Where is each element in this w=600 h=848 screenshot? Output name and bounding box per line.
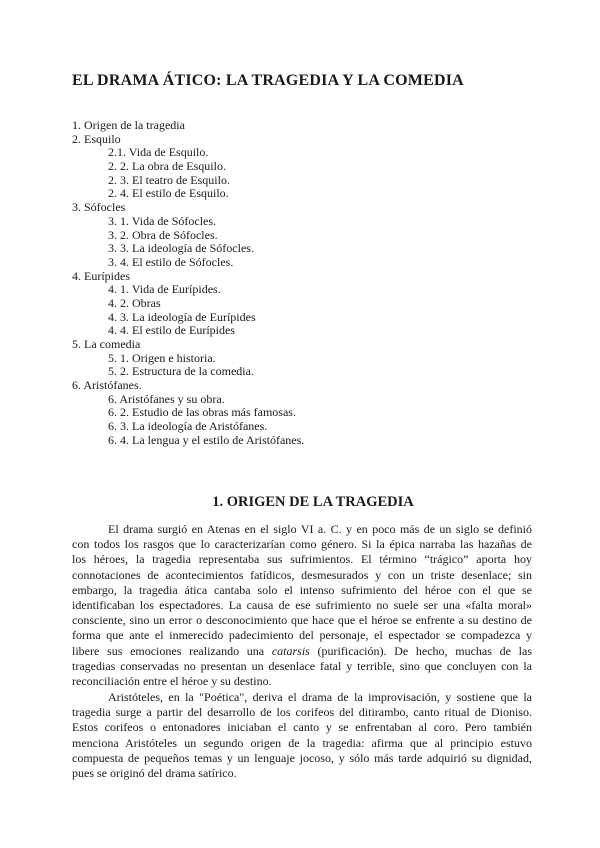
toc-subsection-entry: 4. 2. Obras (108, 295, 161, 310)
toc-subsection-entry: 6. 3. La ideología de Aristófanes. (108, 419, 268, 434)
paragraph-line: menciona Aristóteles un segundo origen de la tragedia: afirma que al principio estuvo (72, 735, 532, 750)
toc-subsection-entry: 5. 1. Origen e historia. (108, 350, 216, 365)
toc-subsection-entry: 3. 4. El estilo de Sófocles. (108, 254, 234, 269)
toc-subsection-entry: 5. 2. Estructura de la comedia. (108, 364, 254, 379)
toc-subsection-entry: 2. 4. El estilo de Esquilo. (108, 186, 229, 201)
toc-section-entry: 4. Eurípides (72, 268, 130, 283)
paragraph-line: libere sus emociones realizando una catarsis (purificación). De hecho, muchas de las (72, 643, 532, 658)
section-heading (0, 494, 600, 511)
toc-subsection-entry: 2. 3. El teatro de Esquilo. (108, 172, 230, 187)
paragraph-line: Aristóteles, en la "Poética", deriva el drama de la improvisación, y sostiene que la (108, 690, 532, 704)
paragraph-line: reconciliación entre el héroe y su destino. (72, 673, 272, 688)
paragraph-1 (72, 522, 532, 689)
paragraph-line: compuesta de pequeños temas y un lenguaje jocoso, y sólo más tarde adquirió su dignidad, (72, 750, 532, 765)
toc-section-entry: 6. Aristófanes. (72, 378, 142, 393)
paragraph-line: tragedia surge a partir del desarrollo de los corifeos del ditirambo, canto ritual de Dioniso. (72, 705, 532, 720)
toc-subsection-entry: 6. 4. La lengua y el estilo de Aristófanes. (108, 432, 305, 447)
toc-section-entry: 2. Esquilo (72, 131, 121, 146)
paragraph-line: consciente, sino un error o desconocimiento que hace que el héroe se enfrente a su destino de (72, 613, 532, 628)
paragraph-line: forma que ante el inmerecido padecimiento del personaje, el espectador se compadezca y (72, 628, 532, 643)
paragraph-2 (72, 690, 532, 781)
paragraph-line: Estos corifeos o entonadores iniciaban el canto y se enfrentaban al coro. Pero también (72, 720, 532, 735)
paragraph-line: los héroes, la tragedia representaba sus sufrimientos. El término “trágico” aporta hoy (72, 552, 532, 567)
table-of-contents (72, 119, 304, 448)
paragraph-line: tragedias conservadas no presentan un desenlace fatal y terrible, sino que concluyen con la (72, 658, 532, 673)
toc-subsection-entry: 6. Aristófanes y su obra. (108, 391, 225, 406)
toc-subsection-entry: 4. 4. El estilo de Eurípides (108, 323, 235, 338)
toc-subsection-entry: 2.1. Vida de Esquilo. (108, 145, 209, 160)
toc-subsection-entry: 4. 1. Vida de Eurípides. (108, 282, 221, 297)
emphasis-term: catarsis (271, 643, 310, 658)
toc-section-entry: 3. Sófocles (72, 200, 126, 215)
toc-section-entry: 5. La comedia (72, 337, 141, 351)
toc-subsection-entry: 4. 3. La ideología de Eurípides (108, 309, 256, 324)
toc-section-entry: 1. Origen de la tragedia (72, 118, 185, 132)
paragraph-line: pues se originó del drama satírico. (72, 765, 237, 780)
paragraph-line: connotaciones de acontecimientos fatídicos, desmesurados y con un triste desenlace; sin (72, 567, 532, 582)
toc-subsection-entry: 2. 2. La obra de Esquilo. (108, 159, 226, 174)
toc-subsection-entry: 3. 3. La ideología de Sófocles. (108, 241, 254, 256)
document-title: EL DRAMA ÁTICO: LA TRAGEDIA Y LA COMEDIA (72, 72, 464, 89)
toc-subsection-entry: 3. 1. Vida de Sófocles. (108, 213, 217, 228)
paragraph-line: identificaban los espectadores. La causa de ese sufrimiento no suele ser una «falta moral» (72, 597, 532, 612)
paragraph-line: embargo, la tragedia ática cantaba solo el intenso sufrimiento del héroe con el que se (72, 582, 532, 597)
toc-subsection-entry: 3. 2. Obra de Sófocles. (108, 227, 218, 242)
paragraph-line: El drama surgió en Atenas en el siglo VI a. C. y en poco más de un siglo se definió (108, 522, 532, 536)
paragraph-line: con todos los rasgos que lo caracterizarían como género. Si la épica narraba las hazañas de (72, 537, 532, 552)
toc-subsection-entry: 6. 2. Estudio de las obras más famosas. (108, 405, 296, 420)
section-heading-text: 1. ORIGEN DE LA TRAGEDIA (212, 494, 414, 510)
